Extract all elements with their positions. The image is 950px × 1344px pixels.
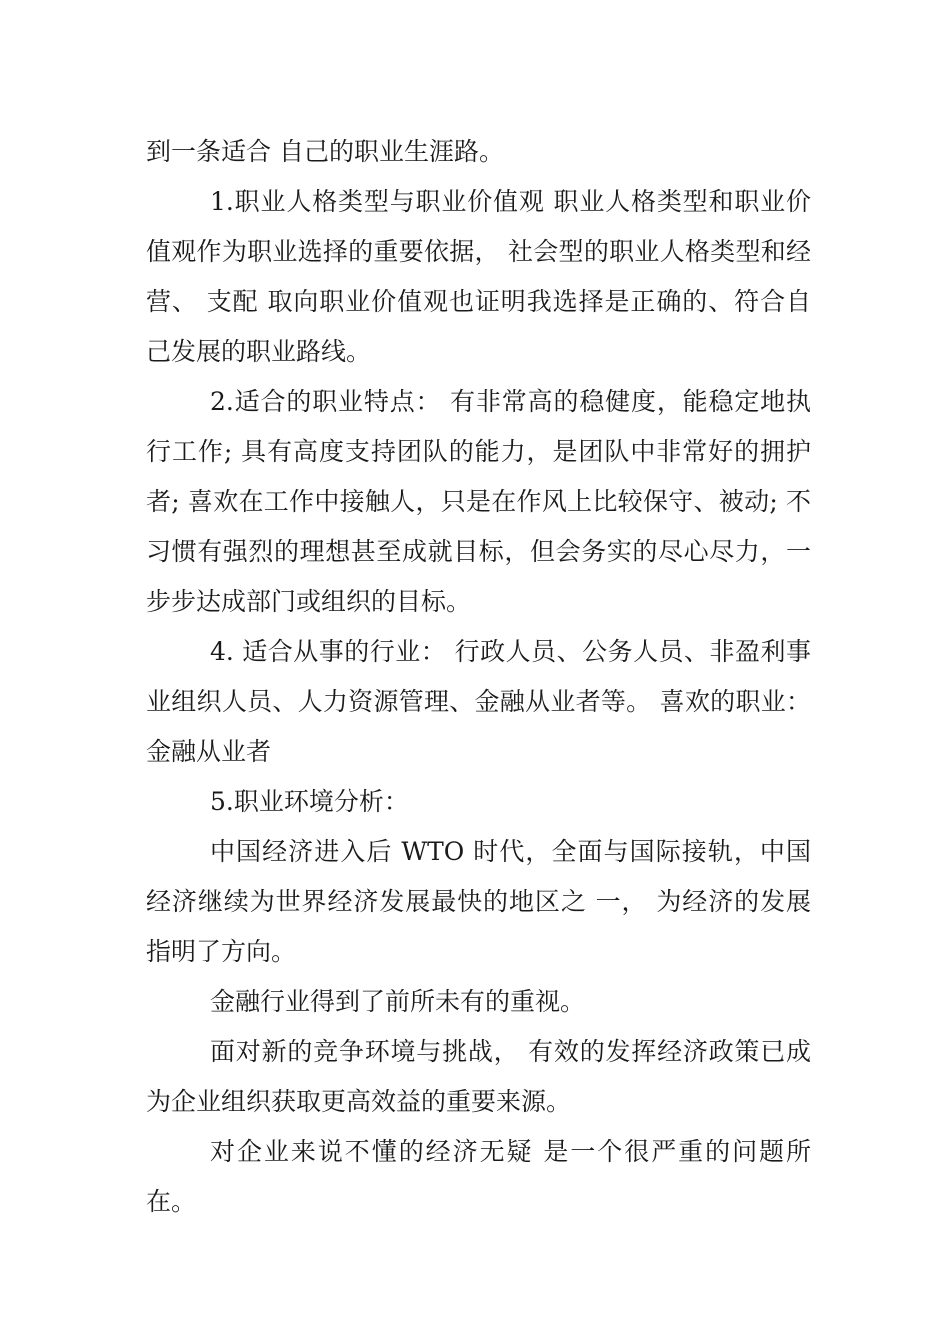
paragraph-1: 到一条适合 自己的职业生涯路。 <box>146 137 504 166</box>
paragraph-8: 面对新的竞争环境与挑战， 有效的发挥经济政策已成为企业组织获取更高效益的重要来源。 <box>146 1037 811 1116</box>
paragraph-4: 4. 适合从事的行业： 行政人员、公务人员、非盈利事业组织人员、人力资源管理、金融从业者等。 喜欢的职业： 金融从业者 <box>146 637 811 766</box>
paragraph-2: 1.职业人格类型与职业价值观 职业人格类型和职业价值观作为职业选择的重要依据， 社会型的职业人格类型和经营、 支配 取向职业价值观也证明我选择是正确的、符合自己发展的职业路线。 <box>146 187 811 366</box>
paragraph-7: 金融行业得到了前所未有的重视。 <box>210 987 586 1016</box>
paragraph-3: 2.适合的职业特点： 有非常高的稳健度，能稳定地执行工作; 具有高度支持团队的能力，是团队中非常好的拥护者; 喜欢在工作中接触人，只是在作风上比较保守、被动; 不习惯有强烈的理想甚至成就目标，但会务实的尽心尽力，一步步达成部门或组织的目标。 <box>146 387 811 616</box>
paragraph-5: 5.职业环境分析： <box>210 787 409 816</box>
document-body <box>146 127 811 1227</box>
paragraph-9: 对企业来说不懂的经济无疑 是一个很严重的问题所在。 <box>146 1137 811 1216</box>
paragraph-6: 中国经济进入后 WTO 时代，全面与国际接轨，中国经济继续为世界经济发展最快的地区之 一， 为经济的发展指明了方向。 <box>146 837 811 966</box>
